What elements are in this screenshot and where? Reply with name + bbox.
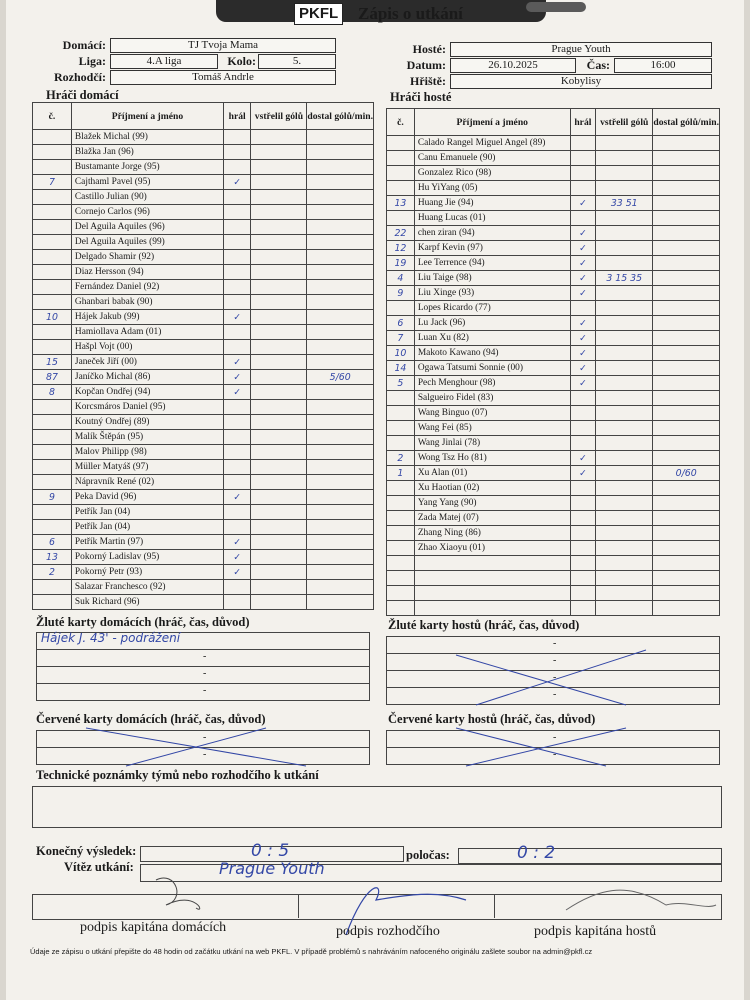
- dash: -: [203, 685, 207, 696]
- time-label: Čas:: [586, 58, 610, 72]
- player-name[interactable]: Ogawa Tatsumi Sonnie (00): [414, 361, 570, 376]
- played-mark[interactable]: ✓: [570, 331, 595, 346]
- player-name[interactable]: Ghanbari babak (90): [71, 295, 223, 310]
- player-number[interactable]: 19: [387, 256, 415, 271]
- player-name[interactable]: Wang Binguo (07): [414, 406, 570, 421]
- played-mark[interactable]: ✓: [570, 271, 595, 286]
- home-label: Domácí:: [62, 38, 106, 52]
- dash: -: [203, 749, 207, 760]
- player-name[interactable]: chen ziran (94): [414, 226, 570, 241]
- final-result-value: 0 : 5: [251, 841, 290, 861]
- played-mark[interactable]: ✓: [223, 370, 251, 385]
- conceded-cell[interactable]: 5/60: [307, 370, 374, 385]
- field-label: Hřiště:: [410, 74, 446, 88]
- dash: -: [203, 651, 207, 662]
- guest-captain-signature: [566, 890, 716, 910]
- played-mark[interactable]: ✓: [223, 310, 251, 325]
- player-name[interactable]: Del Aguila Aquiles (99): [71, 235, 223, 250]
- player-number[interactable]: 1: [387, 466, 415, 481]
- player-name[interactable]: Hu YiYang (05): [414, 181, 570, 196]
- player-name[interactable]: Wong Tsz Ho (81): [414, 451, 570, 466]
- player-name[interactable]: Wang Fei (85): [414, 421, 570, 436]
- player-name[interactable]: Delgado Shamir (92): [71, 250, 223, 265]
- player-name[interactable]: Lee Terrence (94): [414, 256, 570, 271]
- home-captain-signature: [156, 878, 200, 909]
- yellow-guest-title: Žluté karty hostů (hráč, čas, důvod): [388, 618, 580, 632]
- player-name[interactable]: Salazar Franchesco (92): [71, 580, 223, 595]
- player-name[interactable]: Gonzalez Rico (98): [414, 166, 570, 181]
- player-name[interactable]: Koutný Ondřej (89): [71, 415, 223, 430]
- guest-captain-signature-label: podpis kapitána hostů: [534, 924, 657, 939]
- player-name[interactable]: Malov Philipp (98): [71, 445, 223, 460]
- player-name[interactable]: Suk Richard (96): [71, 595, 223, 610]
- player-name[interactable]: Liu Xinge (93): [414, 286, 570, 301]
- player-number[interactable]: 4: [387, 271, 415, 286]
- player-number[interactable]: 8: [33, 385, 72, 400]
- player-name[interactable]: Zhang Ning (86): [414, 526, 570, 541]
- played-mark[interactable]: ✓: [223, 355, 251, 370]
- dash: -: [553, 749, 557, 760]
- referee-signature-label: podpis rozhodčího: [336, 924, 440, 939]
- player-name[interactable]: Diaz Hersson (94): [71, 265, 223, 280]
- player-name[interactable]: Calado Rangel Miguel Angel (89): [414, 136, 570, 151]
- notes-title: Technické poznámky týmů nebo rozhodčího k utkání: [36, 768, 319, 782]
- player-name[interactable]: Peka David (96): [71, 490, 223, 505]
- player-name[interactable]: Lopes Ricardo (77): [414, 301, 570, 316]
- played-mark[interactable]: ✓: [223, 550, 251, 565]
- referee-field[interactable]: Tomáš Andrle: [110, 70, 336, 85]
- player-name[interactable]: Blažka Jan (96): [71, 145, 223, 160]
- conceded-cell[interactable]: 0/60: [653, 466, 720, 481]
- col-played: hrál: [570, 109, 595, 136]
- played-mark[interactable]: ✓: [223, 175, 251, 190]
- round-label: Kolo:: [227, 54, 256, 68]
- half-time-label: poločas:: [406, 848, 450, 862]
- dash: -: [553, 689, 557, 700]
- final-result-label: Konečný výsledek:: [36, 844, 137, 858]
- winner-value: Prague Youth: [219, 859, 325, 878]
- player-number[interactable]: 12: [387, 241, 415, 256]
- goals-cell[interactable]: 3 15 35: [596, 271, 653, 286]
- player-name[interactable]: Cajthaml Pavel (95): [71, 175, 223, 190]
- col-played: hrál: [223, 103, 251, 130]
- player-number[interactable]: 7: [33, 175, 72, 190]
- col-name: Příjmení a jméno: [414, 109, 570, 136]
- page-title: Zápis o utkání: [358, 4, 463, 23]
- player-name[interactable]: Xu Haotian (02): [414, 481, 570, 496]
- player-number[interactable]: 5: [387, 376, 415, 391]
- half-time-value: 0 : 2: [517, 843, 556, 863]
- played-mark[interactable]: ✓: [223, 490, 251, 505]
- player-number[interactable]: 10: [33, 310, 72, 325]
- played-mark[interactable]: ✓: [223, 385, 251, 400]
- player-name[interactable]: Petřík Jan (04): [71, 505, 223, 520]
- date-label: Datum:: [406, 58, 446, 72]
- player-name[interactable]: Cornejo Carlos (96): [71, 205, 223, 220]
- played-mark[interactable]: ✓: [223, 565, 251, 580]
- player-name[interactable]: Hájek Jakub (99): [71, 310, 223, 325]
- home-captain-signature-label: podpis kapitána domácích: [80, 920, 227, 935]
- guest-team-field[interactable]: Prague Youth: [450, 42, 712, 57]
- pkfl-logo: PKFL: [294, 3, 343, 25]
- time-field[interactable]: 16:00: [614, 58, 712, 73]
- player-name[interactable]: Nápravník René (02): [71, 475, 223, 490]
- field-field[interactable]: Kobylisy: [450, 74, 712, 89]
- date-field[interactable]: 26.10.2025: [450, 58, 576, 73]
- dash: -: [203, 668, 207, 679]
- player-name[interactable]: Petřík Jan (04): [71, 520, 223, 535]
- player-number[interactable]: 6: [387, 316, 415, 331]
- col-conceded: dostal gólů/min.: [653, 109, 720, 136]
- played-mark[interactable]: ✓: [570, 376, 595, 391]
- player-number[interactable]: 2: [33, 565, 72, 580]
- player-number[interactable]: 7: [387, 331, 415, 346]
- played-mark[interactable]: ✓: [570, 316, 595, 331]
- played-mark[interactable]: ✓: [570, 361, 595, 376]
- player-name[interactable]: Salgueiro Fidel (83): [414, 391, 570, 406]
- player-name[interactable]: Pokorný Petr (93): [71, 565, 223, 580]
- home-players-title: Hráči domácí: [46, 88, 119, 102]
- yellow-card-entry: Hájek J. 43' - podrážení: [41, 631, 181, 645]
- player-number[interactable]: 9: [33, 490, 72, 505]
- player-name[interactable]: Lu Jack (96): [414, 316, 570, 331]
- player-name[interactable]: Blažek Michal (99): [71, 130, 223, 145]
- col-goals: vstřelil gólů: [251, 103, 307, 130]
- player-name[interactable]: Del Aguila Aquiles (96): [71, 220, 223, 235]
- player-name[interactable]: Petřík Martin (97): [71, 535, 223, 550]
- dash: -: [553, 655, 557, 666]
- player-name[interactable]: Korcsmáros Daniel (95): [71, 400, 223, 415]
- col-num: č.: [387, 109, 415, 136]
- played-mark[interactable]: ✓: [570, 256, 595, 271]
- player-name[interactable]: Janeček Jiří (00): [71, 355, 223, 370]
- round-field[interactable]: 5.: [258, 54, 336, 69]
- player-name[interactable]: Kopčan Ondřej (94): [71, 385, 223, 400]
- player-name[interactable]: Malík Štěpán (95): [71, 430, 223, 445]
- player-number[interactable]: 9: [387, 286, 415, 301]
- played-mark[interactable]: ✓: [570, 346, 595, 361]
- player-number[interactable]: 87: [33, 370, 72, 385]
- player-name[interactable]: Huang Jie (94): [414, 196, 570, 211]
- player-number[interactable]: 13: [33, 550, 72, 565]
- player-name[interactable]: Hamiollava Adam (01): [71, 325, 223, 340]
- player-number[interactable]: 15: [33, 355, 72, 370]
- player-number[interactable]: 22: [387, 226, 415, 241]
- played-mark[interactable]: ✓: [570, 241, 595, 256]
- dash: -: [203, 732, 207, 743]
- yellow-home-title: Žluté karty domácích (hráč, čas, důvod): [36, 615, 250, 629]
- played-mark[interactable]: ✓: [570, 466, 595, 481]
- player-name[interactable]: Janíčko Michal (86): [71, 370, 223, 385]
- signature-scribbles: [6, 0, 744, 1000]
- league-label: Liga:: [78, 54, 106, 68]
- played-mark[interactable]: ✓: [570, 226, 595, 241]
- red-guest-title: Červené karty hostů (hráč, čas, důvod): [388, 712, 596, 726]
- red-home-title: Červené karty domácích (hráč, čas, důvod): [36, 712, 266, 726]
- player-name[interactable]: Liu Taige (98): [414, 271, 570, 286]
- player-name[interactable]: Huang Lucas (01): [414, 211, 570, 226]
- player-name[interactable]: Canu Emanuele (90): [414, 151, 570, 166]
- player-number[interactable]: 13: [387, 196, 415, 211]
- played-mark[interactable]: ✓: [223, 535, 251, 550]
- guest-label: Hosté:: [412, 42, 446, 56]
- player-name[interactable]: Xu Alan (01): [414, 466, 570, 481]
- winner-label: Vítěz utkání:: [64, 860, 134, 874]
- guest-players-title: Hráči hosté: [390, 90, 452, 104]
- dash: -: [553, 672, 557, 683]
- played-mark[interactable]: ✓: [570, 451, 595, 466]
- player-name[interactable]: Fernández Daniel (92): [71, 280, 223, 295]
- col-name: Příjmení a jméno: [71, 103, 223, 130]
- player-name[interactable]: Zhao Xiaoyu (01): [414, 541, 570, 556]
- player-name[interactable]: Makoto Kawano (94): [414, 346, 570, 361]
- player-name[interactable]: Müller Matyáš (97): [71, 460, 223, 475]
- player-name[interactable]: Luan Xu (82): [414, 331, 570, 346]
- player-number[interactable]: 14: [387, 361, 415, 376]
- player-name[interactable]: Bustamante Jorge (95): [71, 160, 223, 175]
- player-number[interactable]: 2: [387, 451, 415, 466]
- footer-note: Údaje ze zápisu o utkání přepište do 48 hodin od začátku utkání na web PKFL. V případě problémů s nahráváním nafoceného originálu zašlete soubor na admin@pkfl.cz: [30, 947, 593, 956]
- player-name[interactable]: Zada Matej (07): [414, 511, 570, 526]
- player-name[interactable]: Hašpl Vojt (00): [71, 340, 223, 355]
- player-number[interactable]: 6: [33, 535, 72, 550]
- played-mark[interactable]: ✓: [570, 196, 595, 211]
- played-mark[interactable]: ✓: [570, 286, 595, 301]
- league-field[interactable]: 4.A liga: [110, 54, 218, 69]
- dash: -: [553, 732, 557, 743]
- player-name[interactable]: Karpf Kevin (97): [414, 241, 570, 256]
- player-name[interactable]: Pech Menghour (98): [414, 376, 570, 391]
- player-name[interactable]: Yang Yang (90): [414, 496, 570, 511]
- col-goals: vstřelil gólů: [596, 109, 653, 136]
- score-sheet: [6, 0, 744, 1000]
- player-name[interactable]: Castillo Julian (90): [71, 190, 223, 205]
- player-name[interactable]: Wang Jinlai (78): [414, 436, 570, 451]
- col-num: č.: [33, 103, 72, 130]
- player-number[interactable]: 10: [387, 346, 415, 361]
- goals-cell[interactable]: 33 51: [596, 196, 653, 211]
- home-team-field[interactable]: TJ Tvoja Mama: [110, 38, 336, 53]
- player-name[interactable]: Pokorný Ladislav (95): [71, 550, 223, 565]
- referee-label: Rozhodčí:: [54, 70, 106, 84]
- dash: -: [553, 638, 557, 649]
- col-conceded: dostal gólů/min.: [307, 103, 374, 130]
